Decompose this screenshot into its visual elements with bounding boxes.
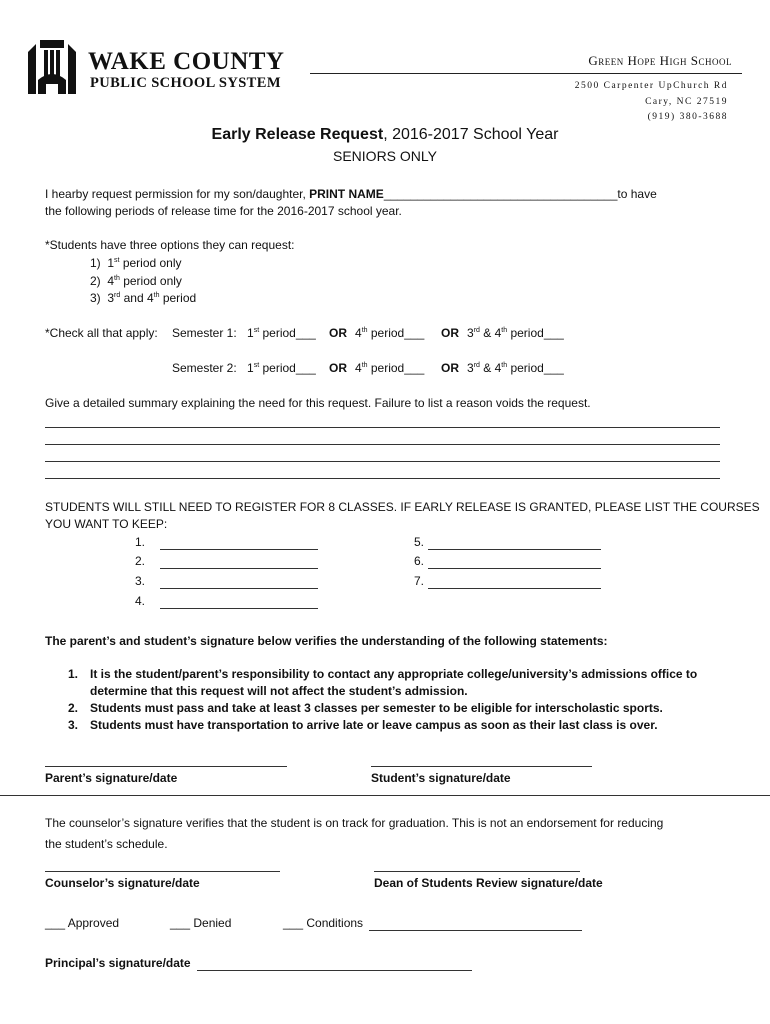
or-label: OR <box>441 361 459 375</box>
sem1-period4-option[interactable]: 4th period___ <box>355 326 425 340</box>
brand-line2: PUBLIC SCHOOL SYSTEM <box>90 75 281 91</box>
counselor-note-line1: The counselor’s signature verifies that the student is on track for graduation. This is not an endorsement for reducing <box>45 816 664 830</box>
semester-1-label: Semester 1: <box>172 326 237 340</box>
or-label: OR <box>441 326 459 340</box>
statements-heading: The parent’s and student’s signature below verifies the understanding of the following statements: <box>45 634 608 648</box>
counselor-note-line2: the student’s schedule. <box>45 837 168 851</box>
summary-line[interactable] <box>45 461 720 462</box>
sem2-period34-option[interactable]: 3rd & 4th period___ <box>467 361 564 375</box>
check-label: *Check all that apply: <box>45 326 158 340</box>
counselor-signature-label: Counselor’s signature/date <box>45 876 200 890</box>
course-blank[interactable] <box>160 549 318 550</box>
sem1-period1-option[interactable]: 1st period___ <box>247 326 316 340</box>
brand-line1: WAKE COUNTY <box>88 48 285 75</box>
section-divider <box>0 795 770 796</box>
approved-option[interactable]: ___ Approved <box>45 916 120 930</box>
intro-prefix: I hearby request permission for my son/daughter, <box>45 187 310 201</box>
course-blank[interactable] <box>428 549 601 550</box>
course-blank[interactable] <box>160 588 318 589</box>
statement-1a: It is the student/parent’s responsibility to contact any appropriate college/university’s admissions office to <box>90 667 698 681</box>
dean-signature-label: Dean of Students Review signature/date <box>374 876 603 890</box>
parent-signature-line[interactable] <box>45 766 287 767</box>
address-city: Cary, NC 27519 <box>645 97 728 107</box>
sem2-period1-option[interactable]: 1st period___ <box>247 361 316 375</box>
course-number: 6. <box>414 554 425 568</box>
header-rule <box>310 73 742 74</box>
course-number: 5. <box>414 535 425 549</box>
courses-instruction-line2: YOU WANT TO KEEP: <box>45 517 168 531</box>
statement-3: Students must have transportation to arrive late or leave campus as soon as their last class is over. <box>90 718 658 732</box>
option-item: 3) 3rd and 4th period <box>90 291 197 305</box>
course-number: 2. <box>135 554 146 568</box>
counselor-signature-line[interactable] <box>45 871 280 872</box>
course-blank[interactable] <box>160 568 318 569</box>
conditions-option[interactable]: ___ Conditions <box>283 916 364 930</box>
course-blank[interactable] <box>428 568 601 569</box>
options-heading: *Students have three options they can request: <box>45 238 295 252</box>
summary-line[interactable] <box>45 444 720 445</box>
title-rest: , 2016-2017 School Year <box>383 126 559 143</box>
course-number: 7. <box>414 574 425 588</box>
course-number: 3. <box>135 574 146 588</box>
course-number: 1. <box>135 535 146 549</box>
print-name-label: PRINT NAME <box>309 187 384 201</box>
student-signature-label: Student’s signature/date <box>371 771 511 785</box>
statement-number: 3. <box>68 718 79 732</box>
phone: (919) 380-3688 <box>647 112 728 122</box>
statement-1b: determine that this request will not affect the student’s admission. <box>90 684 468 698</box>
school-name: Green Hope High School <box>588 53 732 68</box>
student-signature-line[interactable] <box>371 766 592 767</box>
summary-line[interactable] <box>45 427 720 428</box>
sem2-period4-option[interactable]: 4th period___ <box>355 361 425 375</box>
course-blank[interactable] <box>428 588 601 589</box>
or-label: OR <box>329 326 347 340</box>
statement-number: 1. <box>68 667 79 681</box>
statement-number: 2. <box>68 701 79 715</box>
summary-prompt: Give a detailed summary explaining the need for this request. Failure to list a reason voids the request. <box>45 396 591 410</box>
course-number: 4. <box>135 594 146 608</box>
option-item: 1) 1st period only <box>90 256 182 270</box>
or-label: OR <box>329 361 347 375</box>
dean-signature-line[interactable] <box>374 871 580 872</box>
title-bold: Early Release Request <box>211 126 384 143</box>
course-blank[interactable] <box>160 608 318 609</box>
intro-line1 <box>45 187 657 201</box>
parent-signature-label: Parent’s signature/date <box>45 771 178 785</box>
page-title <box>0 126 770 144</box>
summary-line[interactable] <box>45 478 720 479</box>
conditions-line[interactable] <box>369 930 582 931</box>
courses-instruction-line1: STUDENTS WILL STILL NEED TO REGISTER FOR 8 CLASSES. IF EARLY RELEASE IS GRANTED, PLEASE LIST THE COURSES <box>45 500 760 514</box>
statement-2: Students must pass and take at least 3 classes per semester to be eligible for interscholastic sports. <box>90 701 663 715</box>
denied-option[interactable]: ___ Denied <box>170 916 232 930</box>
wcpss-logo <box>24 38 80 96</box>
print-name-blank[interactable]: ___________________________________ <box>383 187 618 201</box>
principal-signature-label: Principal’s signature/date <box>45 956 191 970</box>
semester-2-label: Semester 2: <box>172 361 237 375</box>
intro-suffix: to have <box>617 187 657 201</box>
page-subtitle: SENIORS ONLY <box>333 148 437 164</box>
principal-signature-line[interactable] <box>197 970 472 971</box>
option-item: 2) 4th period only <box>90 274 182 288</box>
intro-line2: the following periods of release time for the 2016-2017 school year. <box>45 204 402 218</box>
address-street: 2500 Carpenter UpChurch Rd <box>574 81 728 91</box>
sem1-period34-option[interactable]: 3rd & 4th period___ <box>467 326 564 340</box>
